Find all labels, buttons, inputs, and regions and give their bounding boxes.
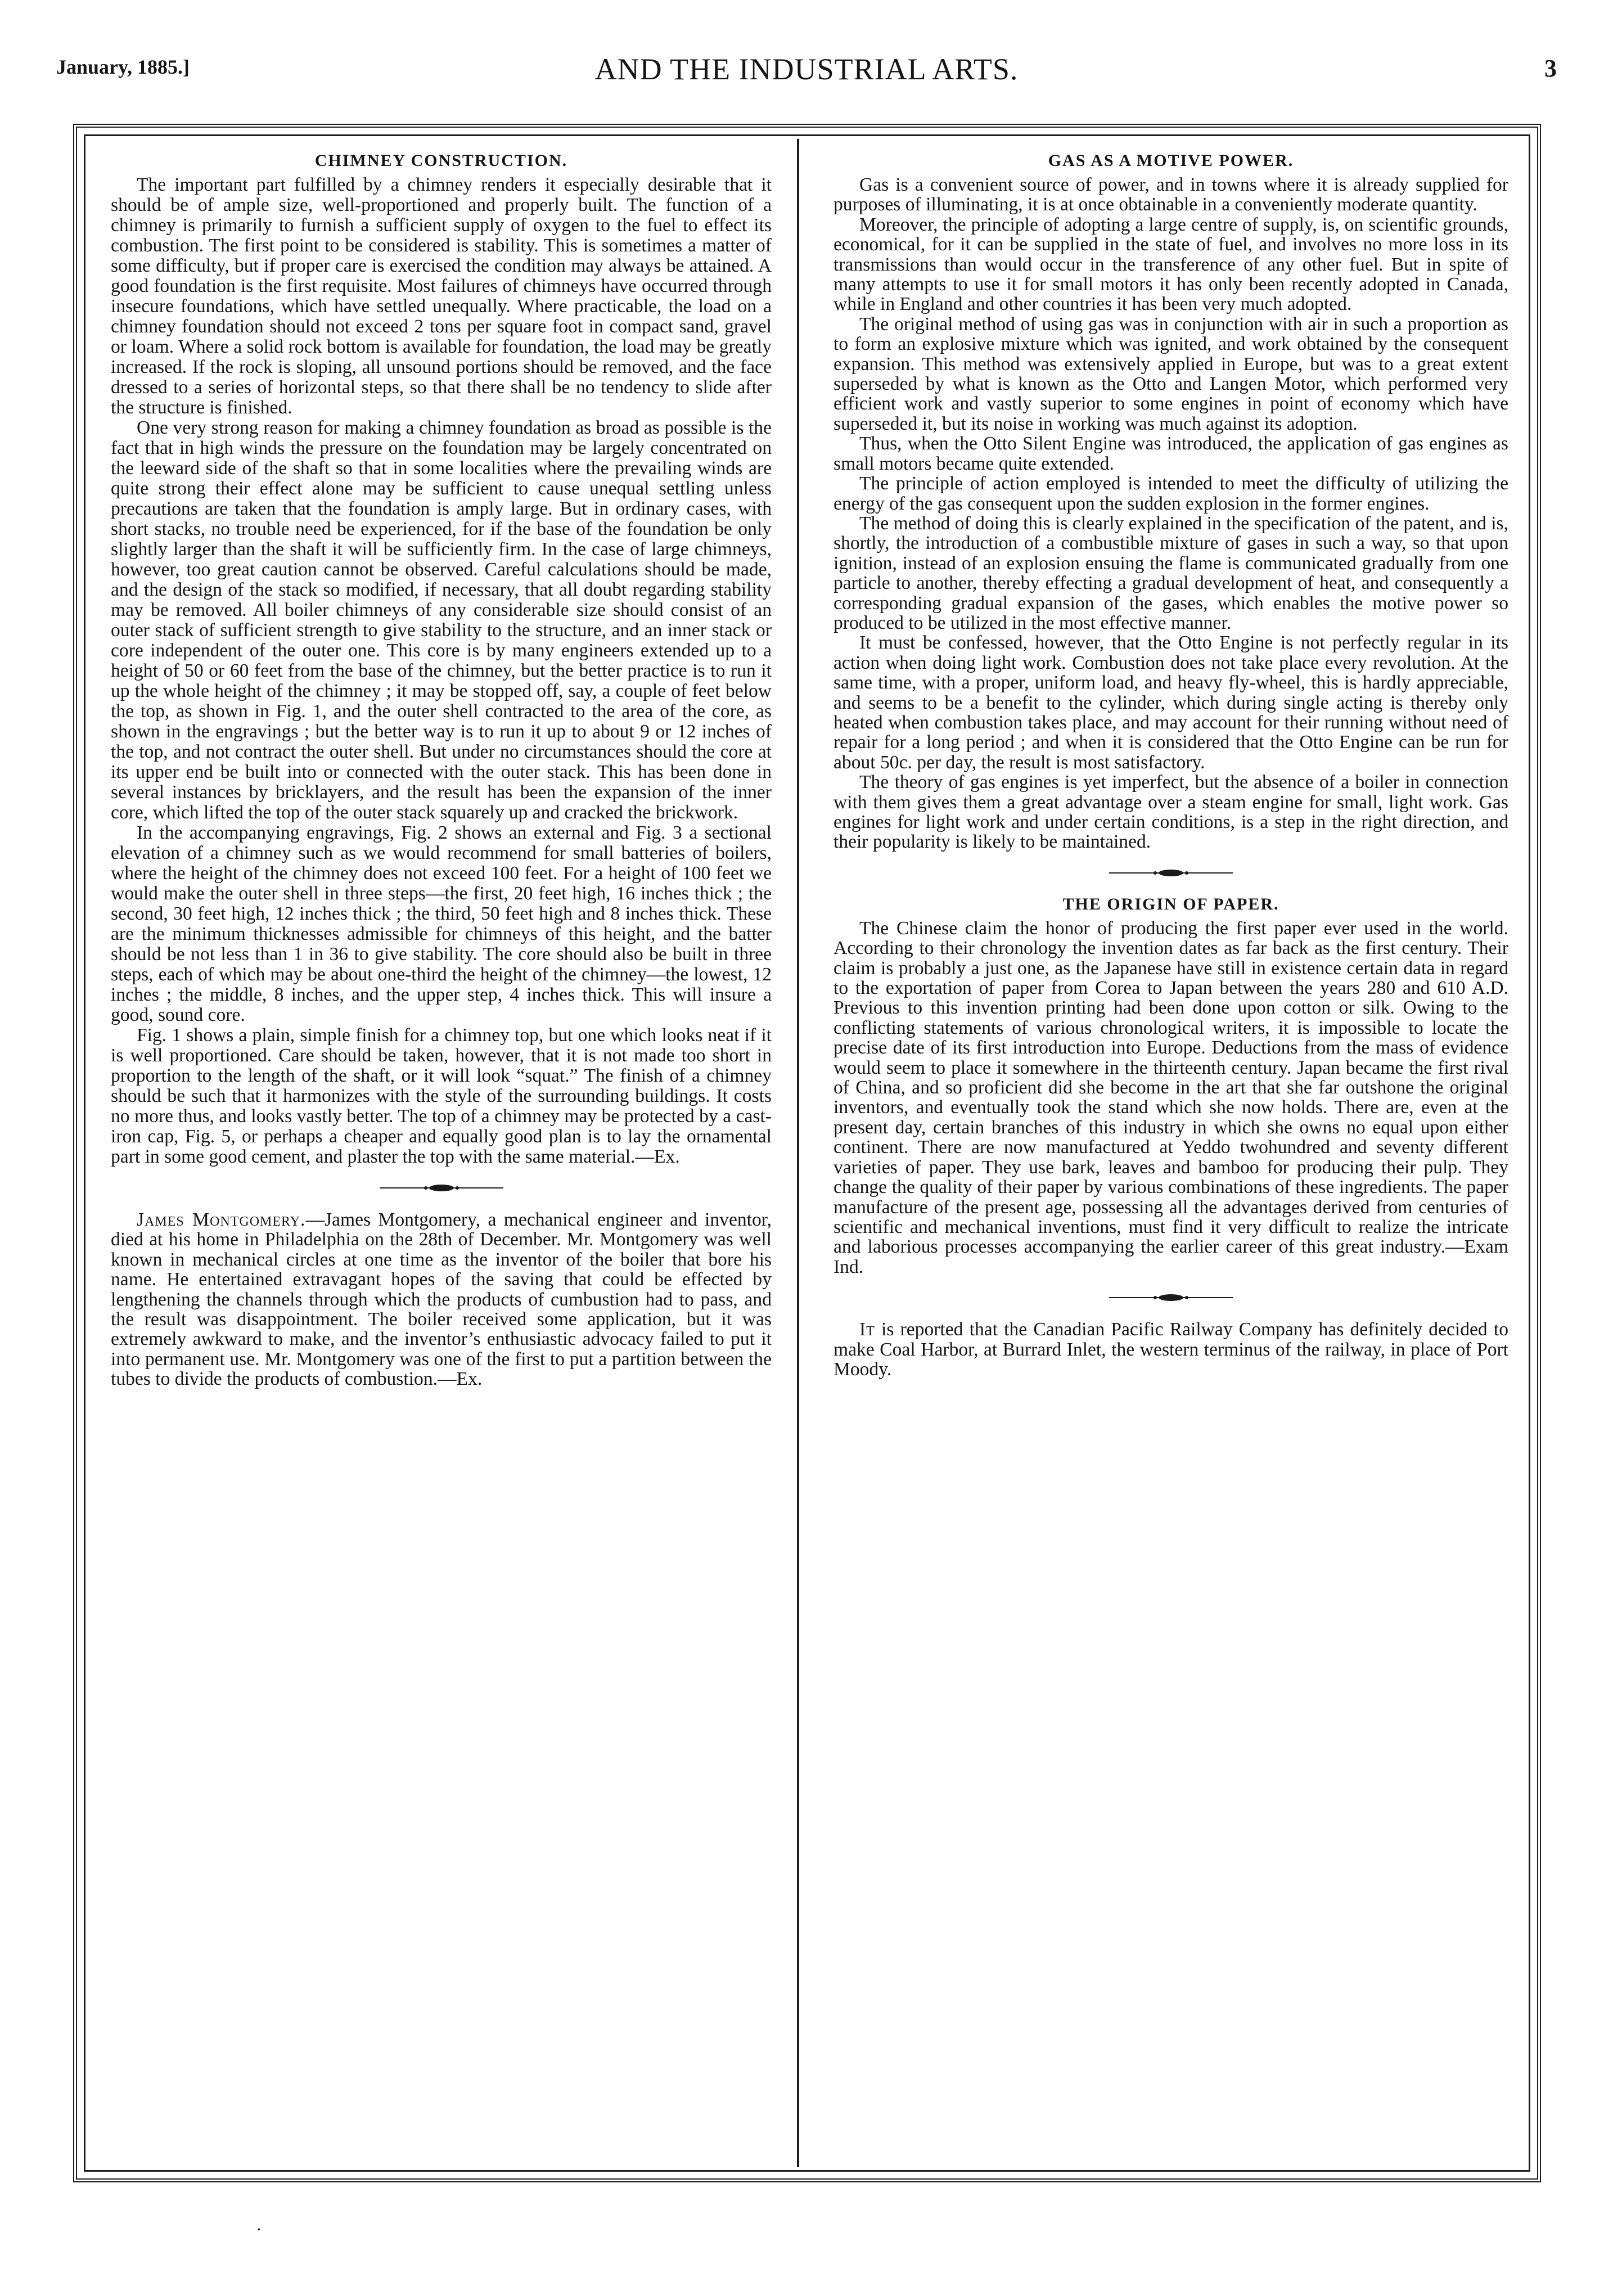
journal-title: AND THE INDUSTRIAL ARTS. [594,52,1019,86]
article-chimney-construction [111,151,772,1167]
article-paragraph: The important part fulfilled by a chimney renders it especially desirable that it should be of ample size, well-proportioned and properly built. The function of a chimney is primarily to furnish a sufficient supply of oxygen to the fuel to effect its combustion. The first point to be considered is stability. This is sometimes a matter of some difficulty, but if proper care is exercised the condition may always be attained. A good foundation is the first requisite. Most failures of chimneys have occurred through insecure foundations, which have settled unequally. Where practicable, the load on a chimney foundation should not exceed 2 tons per square foot in compact sand, gravel or loam. Where a solid rock bottom is available for foundation, the load may be greatly increased. If the rock is sloping, all unsound portions should be removed, and the face dressed to a series of horizontal steps, so that there shall be no tendency to slide after the structure is finished. [111,174,772,418]
article-lead: It [859,1319,875,1340]
article-lead: James Montgomery. [137,1209,306,1230]
print-speck: · [256,2219,262,2239]
article-gas-motive-power [833,151,1508,852]
article-paragraph [111,1210,772,1389]
article-text: —James Montgomery, a mechanical engineer and inventor, died at his home in Philadelphia on the 28th of December. Mr. Montgomery was well known in mechanical circles at one time as the inventor of the boiler that bore his name. He entertained extravagant hopes of the saving that could be effected by lengthening the channels through which the products of cumbustion had to pass, and the result was disappointment. The boiler received some application, but it was extremely awkward to make, and the inventor’s enthusiastic advocacy failed to put it into permanent use. Mr. Montgomery was one of the first to put a partition between the tubes to divide the products of combustion.—Ex. [111,1209,772,1390]
article-heading: GAS AS A MOTIVE POWER. [1048,151,1294,170]
article-paragraph: One very strong reason for making a chimney foundation as broad as possible is the fact that in high winds the pressure on the foundation may be largely concentrated on the leeward side of the shaft so that in some localities where the prevailing winds are quite strong their effect alone may be sufficient to cause unequal settling unless precautions are taken that the foundation is amply large. But in ordinary cases, with short stacks, no trouble need be experienced, for if the base of the foundation be only slightly larger than the shaft it will be sufficiently firm. In the case of large chimneys, however, too great caution cannot be observed. Careful calculations should be made, and the design of the stack so modified, if necessary, that all doubt regarding stability may be removed. All boiler chimneys of any considerable size should consist of an outer stack of sufficient strength to give stability to the structure, and an inner stack or core independent of the outer one. This core is by many engineers extended up to a height of 50 or 60 feet from the base of the chimney, but the better practice is to run it up the whole height of the chimney ; it may be stopped off, say, a couple of feet below the top, as shown in Fig. 1, and the outer shell contracted to the area of the core, as shown in the engravings ; but the better way is to run it up to about 9 or 12 inches of the top, and not contract the outer shell. But under no circumstances should the core at its upper end be built into or connected with the outer stack. This has been done in several instances by bricklayers, and the result has been the expansion of the inner core, which lifted the top of the outer stack squarely up and cracked the brickwork. [111,417,772,823]
right-column [833,148,1508,1379]
page-number: 3 [1544,55,1557,82]
article-canadian-pacific [833,1320,1508,1379]
section-divider-ornament [111,1179,772,1196]
issue-date: January, 1885.] [56,56,190,78]
article-paragraph: The principle of action employed is intended to meet the difficulty of utilizing the energy of the gas consequent upon the sudden explosion in the former engines. [833,473,1508,514]
section-divider-ornament [833,1289,1508,1306]
article-paragraph: The theory of gas engines is yet imperfect, but the absence of a boiler in connection with them gives them a great advantage over a steam engine for small, light work. Gas engines for light work and under certain conditions, is a step in the right direction, and their popularity is likely to be maintained. [833,772,1508,853]
article-paragraph [833,1320,1508,1379]
article-paragraph: Thus, when the Otto Silent Engine was introduced, the application of gas engines as small motors became quite extended. [833,433,1508,474]
article-heading: THE ORIGIN OF PAPER. [1062,894,1279,913]
article-paragraph: The Chinese claim the honor of producing the first paper ever used in the world. According to their chronology the invention dates as far back as the first century. Their claim is probably a just one, as the Japanese have still in existence certain data in regard to the exportation of paper from Corea to Japan between the years 280 and 610 A.D. Previous to this invention printing had been done upon cotton or silk. Owing to the conflicting statements of various chronological writers, it is impossible to locate the precise date of its first introduction into Europe. Deductions from the mass of evidence would seem to place it somewhere in the thirteenth century. Japan became the first rival of China, and so proficient did she become in the art that she far outshone the original inventors, and eventually took the stand which she now holds. There are, even at the present day, certain branches of this industry in which she owns no equal upon either continent. There are now manufactured at Yeddo twohundred and seventy different varieties of paper. They use bark, leaves and bamboo for producing their pulp. They change the quality of their paper by various combinations of these ingredients. The paper manufacture of the present age, possessing all the advantages derived from centuries of scientific and mechanical inventions, must find it very difficult to realize the intricate and laborious processes accompanying the earlier career of this great industry.—Exam Ind. [833,917,1508,1277]
article-paragraph: Fig. 1 shows a plain, simple finish for a chimney top, but one which looks neat if it is well proportioned. Care should be taken, however, that it is not made too short in proportion to the length of the shaft, or it will look “squat.” The finish of a chimney should be such that it harmonizes with the style of the surrounding buildings. It costs no more thus, and looks vastly better. The top of a chimney may be protected by a cast-iron cap, Fig. 5, or perhaps a cheaper and equally good plan is to lay the ornamental part in some good cement, and plaster the top with the same material.—Ex. [111,1025,772,1167]
article-paragraph: The original method of using gas was in conjunction with air in such a proportion as to form an explosive mixture which was ignited, and work obtained by the consequent expansion. This method was extensively applied in Europe, but was to a great extent superseded by what is known as the Otto and Langen Motor, which performed very efficient work and vastly superior to some engines in point of economy which have superseded it, but its noise in working was much against its adoption. [833,313,1508,434]
article-origin-of-paper [833,895,1508,1277]
article-paragraph: Moreover, the principle of adopting a large centre of supply, is, on scientific grounds, economical, for it can be supplied in the state of fuel, and involves no more loss in its transmissions than would occur in the transference of any other fuel. But in spite of many attempts to use it for small motors it has only been recently adopted in Canada, while in England and other countries it has been very much adopted. [833,214,1508,315]
article-heading: CHIMNEY CONSTRUCTION. [314,151,568,170]
running-head [56,52,1557,108]
page-frame [73,124,1541,2182]
article-paragraph: The method of doing this is clearly explained in the specification of the patent, and is, shortly, the introduction of a combustible mixture of gases in such a way, so that upon ignition, instead of an explosion ensuing the flame is communicated gradually from one particle to another, thereby effecting a gradual development of heat, and consequently a corresponding gradual expansion of the gases, which enables the motive power so produced to be utilized in the most effective manner. [833,512,1508,633]
article-paragraph: It must be confessed, however, that the Otto Engine is not perfectly regular in its action when doing light work. Combustion does not take place every revolution. At the same time, with a proper, uniform load, and heavy fly-wheel, this is hardly appreciable, and seems to be a benefit to the cylinder, which during single acting is thereby only heated when combustion takes place, and may account for their running without need of repair for a long period ; and when it is considered that the Otto Engine can be run for about 50c. per day, the result is most satisfactory. [833,632,1508,773]
article-james-montgomery [111,1210,772,1389]
article-paragraph: Gas is a convenient source of power, and in towns where it is already supplied for purposes of illuminating, it is at once obtainable in a conveniently moderate quantity. [833,174,1508,215]
article-text: is reported that the Canadian Pacific Railway Company has definitely decided to make Coal Harbor, at Burrard Inlet, the western terminus of the railway, in place of Port Moody. [833,1319,1508,1380]
section-divider-ornament [833,865,1508,881]
article-paragraph: In the accompanying engravings, Fig. 2 shows an external and Fig. 3 a sectional elevation of a chimney such as we would recommend for small batteries of boilers, where the height of the chimney does not exceed 100 feet. For a height of 100 feet we would make the outer shell in three steps—the first, 20 feet high, 16 inches thick ; the second, 30 feet high, 12 inches thick ; the third, 50 feet high and 8 inches thick. These are the minimum thicknesses admissible for chimneys of this height, and the batter should be not less than 1 in 36 to give stability. The core should also be built in three steps, each of which may be about one-third the height of the chimney—the lowest, 12 inches ; the middle, 8 inches, and the upper step, 4 inches thick. This will insure a good, sound core. [111,822,772,1025]
left-column [111,148,772,1389]
column-rule [797,139,799,2167]
